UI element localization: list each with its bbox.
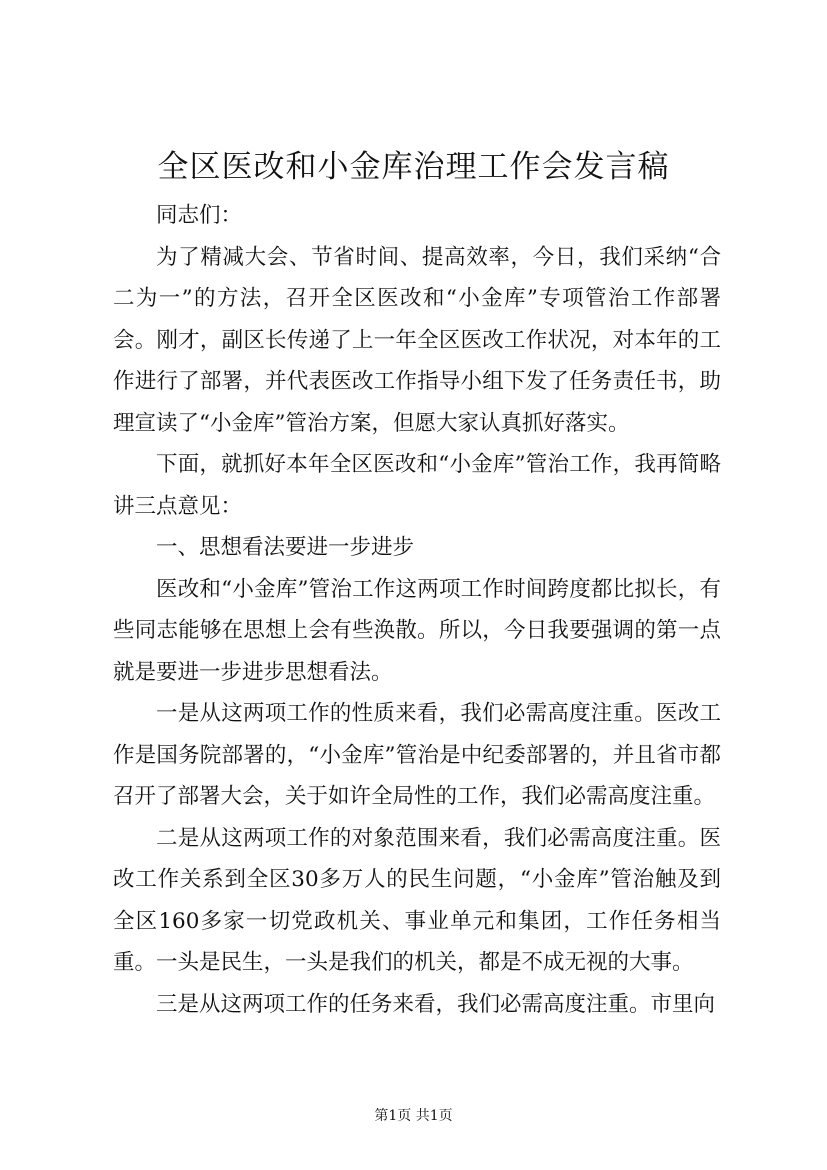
document-title: 全区医改和小金库治理工作会发言稿 <box>157 149 670 185</box>
body-paragraph: 下面，就抓好本年全区医改和“小金库”管治工作，我再简略讲三点意见： <box>113 452 721 519</box>
body-paragraph: 为了精减大会、节省时间、提高效率，今日，我们采纳“合二为一”的方法，召开全区医改和“小金库”专项管治工作部署会。刚才，副区长传递了上一年全区医改工作状况，对本年的工作进行了部署，并代表医改工作指导小组下发了任务责任书，助理宣读了“小金库”管治方案，但愿大家认真抓好落实。 <box>113 244 721 436</box>
document-body <box>113 195 721 1025</box>
body-paragraph: 三是从这两项工作的任务来看，我们必需高度注重。市里向 <box>156 991 716 1017</box>
body-paragraph: 二是从这两项工作的对象范围来看，我们必需高度注重。医改工作关系到全区30多万人的民生问题，“小金库”管治触及到全区160多家一切党政机关、事业单元和集团，工作任务相当重。一头是民生，一头是我们的机关，都是不成无视的大事。 <box>113 825 721 975</box>
page-number-footer: 第1页 共1页 <box>374 1108 453 1124</box>
salutation-paragraph: 同志们： <box>156 203 243 228</box>
section-heading: 一、思想看法要进一步进步 <box>156 535 415 560</box>
body-paragraph: 一是从这两项工作的性质来看，我们必需高度注重。医改工作是国务院部署的，“小金库”管治是中纪委部署的，并且省市都召开了部署大会，关于如许全局性的工作，我们必需高度注重。 <box>113 701 721 809</box>
body-paragraph: 医改和“小金库”管治工作这两项工作时间跨度都比拟长，有些同志能够在思想上会有些涣散。所以，今日我要强调的第一点就是要进一步进步思想看法。 <box>113 576 721 685</box>
